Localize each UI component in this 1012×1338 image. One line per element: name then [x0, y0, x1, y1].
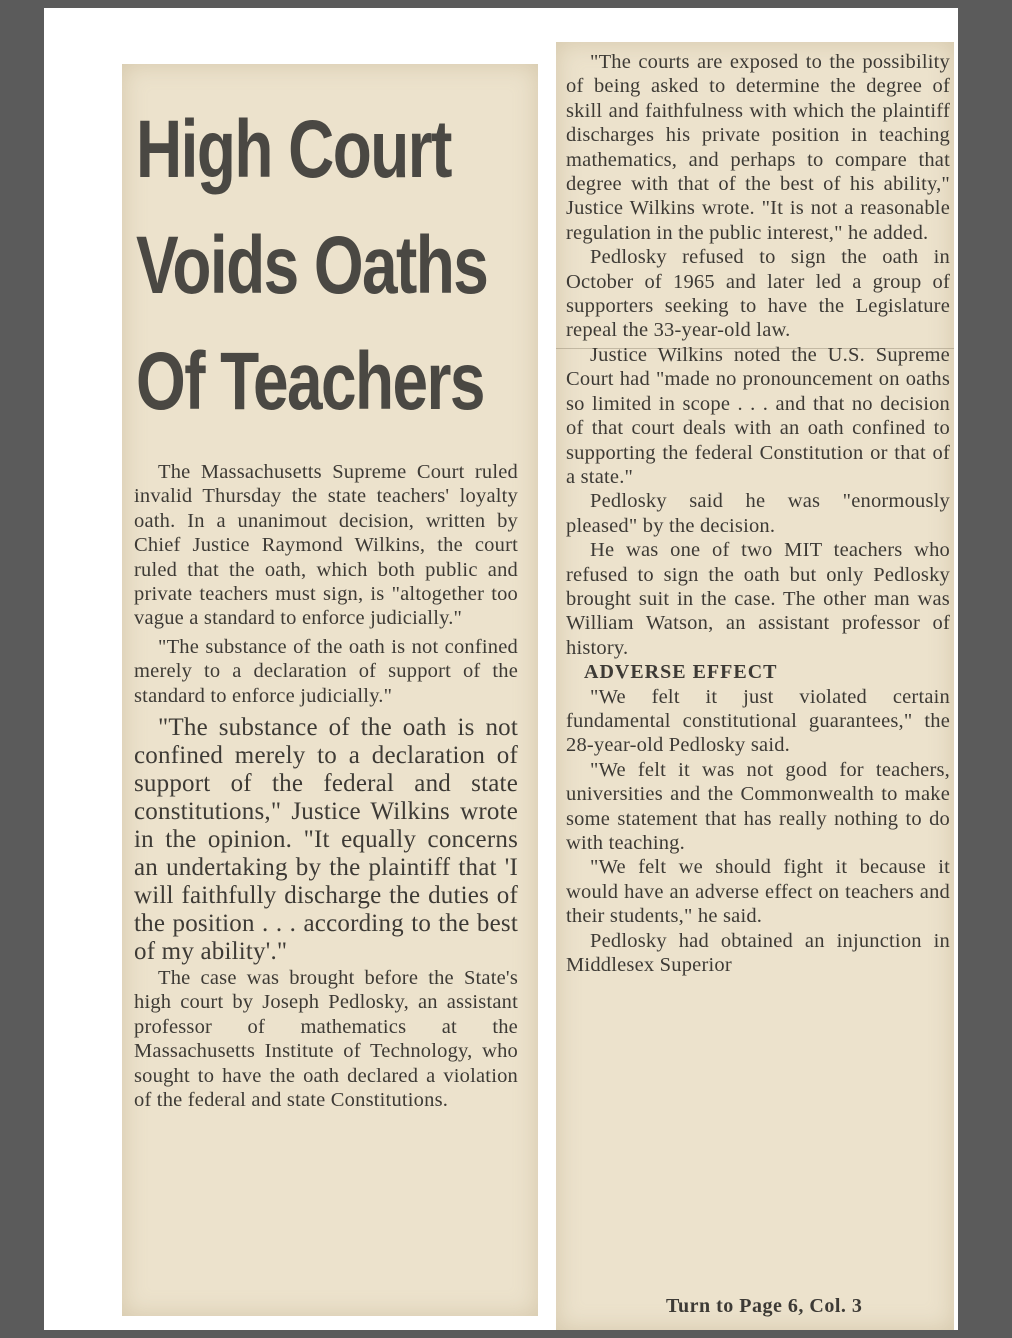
paragraph: He was one of two MIT teachers who refused to sign the oath but only Pedlosky brought suit in the case. The other man was William Watson, an assistant professor of history. — [566, 539, 950, 659]
continuation-line: Turn to Page 6, Col. 3 — [666, 1295, 863, 1317]
subheading: ADVERSE EFFECT — [584, 661, 778, 684]
paragraph: The Massachusetts Supreme Court ruled invalid Thursday the state teachers' loyalty oath. In a unanimout decision, written by Chief Justice Raymond Wilkins, the court ruled that the oath, which both public and private teachers must sign, is "altogether too vague a standard to enforce judicially." — [134, 461, 518, 630]
paragraph: "We felt we should fight it because it would have an adverse effect on teachers and their students," he said. — [566, 856, 950, 928]
paragraph: "The courts are exposed to the possibility of being asked to determine the degree of skill and faithfulness with which the plaintiff discharges his private position in teaching mathematics, and perhaps to compare that degree with that of the best of his ability," Justice Wilkins wrote. "It is not a reasonable regulation in the public interest," he added. — [566, 51, 950, 244]
article-column-right — [566, 50, 950, 977]
paragraph: "The substance of the oath is not confined merely to a declaration of support of the federal and state constitutions," Justice Wilkins wrote in the opinion. "It equally concerns an undertaking by the plaintiff that 'I will faithfully discharge the duties of the position . . . according to the best of my ability'." — [134, 714, 518, 966]
paragraph: Pedlosky said he was "enormously pleased" by the decision. — [566, 490, 950, 537]
paragraph: Pedlosky had obtained an injunction in Middlesex Superior — [566, 929, 950, 977]
clipping-right — [556, 42, 954, 1330]
paragraph: "The substance of the oath is not confined merely to a declaration of support of the standard to enforce judicially." — [134, 635, 518, 707]
headline-line-3: Of Teachers — [136, 336, 484, 427]
article-column-left — [134, 460, 518, 1113]
clipping-left — [122, 64, 538, 1316]
headline-line-1: High Court — [136, 104, 451, 195]
paragraph: "We felt it was not good for teachers, universities and the Commonwealth to make some statement that has really nothing to do with teaching. — [566, 758, 950, 854]
scanned-page — [44, 8, 958, 1330]
headline — [122, 64, 488, 440]
paragraph: Justice Wilkins noted the U.S. Supreme Court had "made no pronouncement on oaths so limited in scope . . . and that no decision of that court deals with an oath confined to supporting the federal Constitution or that of a state." — [566, 343, 950, 488]
paragraph: "We felt it just violated certain fundamental constitutional guarantees," the 28-year-old Pedlosky said. — [566, 685, 950, 757]
headline-line-2: Voids Oaths — [136, 220, 488, 311]
paragraph: The case was brought before the State's high court by Joseph Pedlosky, an assistant professor of mathematics at the Massachusetts Institute of Technology, who sought to have the oath declared a violation of the federal and state Constitutions. — [134, 967, 518, 1112]
paragraph: Pedlosky refused to sign the oath in October of 1965 and later led a group of supporters seeking to have the Legislature repeal the 33-year-old law. — [566, 246, 950, 342]
